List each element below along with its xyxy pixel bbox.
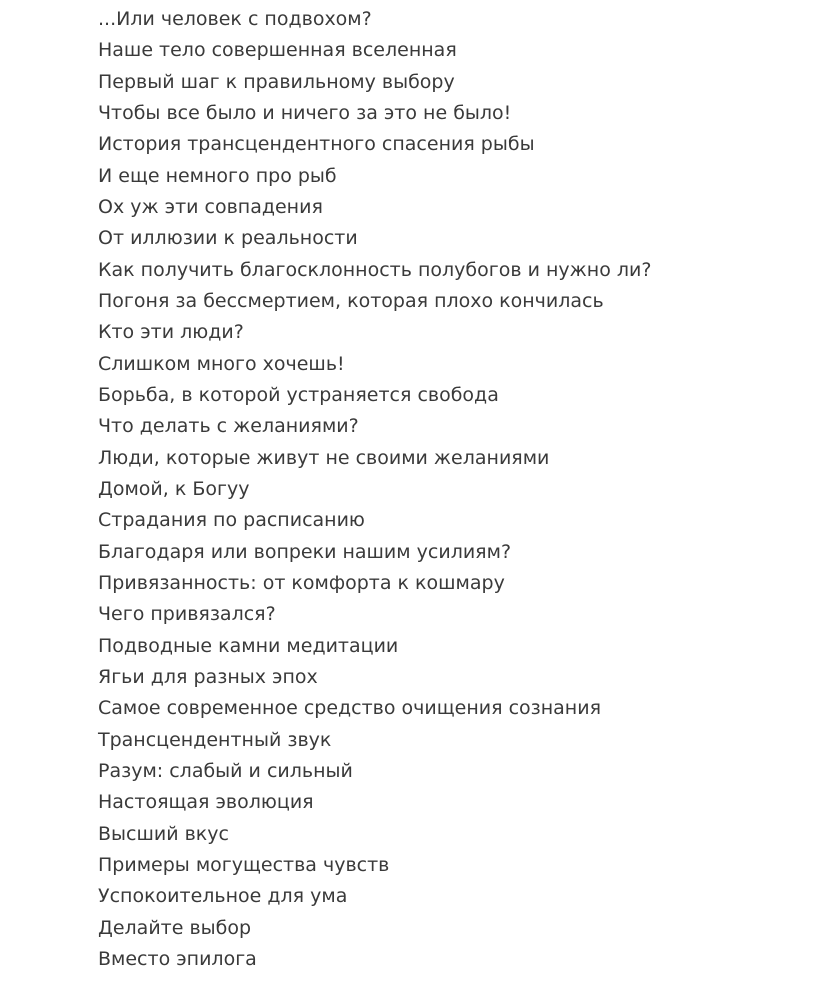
list-item: Ягьи для разных эпох: [98, 665, 318, 688]
list-item: Подводные камни медитации: [98, 634, 399, 657]
list-item: ...Или человек с подвохом?: [98, 8, 372, 30]
list-item: Чтобы все было и ничего за это не было!: [98, 101, 512, 124]
list-item: И еще немного про рыб: [98, 164, 337, 187]
list-item: Что делать с желаниями?: [98, 415, 359, 438]
list-item: Погоня за бессмертием, которая плохо кончилась: [98, 289, 604, 312]
list-item: Благодаря или вопреки нашим усилиям?: [98, 540, 512, 563]
list-item: Высший вкус: [98, 822, 229, 845]
list-item: Успокоительное для ума: [98, 885, 348, 908]
list-item: Вместо эпилога: [98, 947, 257, 970]
table-of-contents: [98, 4, 651, 975]
list-item: Кто эти люди?: [98, 321, 244, 344]
list-item: Настоящая эволюция: [98, 791, 314, 814]
list-item: Домой, к Богуу: [98, 477, 250, 500]
list-item: Как получить благосклонность полубогов и нужно ли?: [98, 258, 652, 281]
list-item: Привязанность: от комфорта к кошмару: [98, 571, 505, 594]
list-item: История трансцендентного спасения рыбы: [98, 133, 535, 156]
list-item: Ох уж эти совпадения: [98, 195, 323, 218]
list-item: Наше тело совершенная вселенная: [98, 39, 457, 62]
list-item: Страдания по расписанию: [98, 509, 365, 532]
list-item: Разум: слабый и сильный: [98, 759, 353, 782]
list-item: Самое современное средство очищения сознания: [98, 697, 602, 720]
list-item: Слишком много хочешь!: [98, 352, 345, 375]
list-item: Чего привязался?: [98, 603, 276, 626]
list-item: Первый шаг к правильному выбору: [98, 70, 455, 93]
list-item: Делайте выбор: [98, 916, 252, 939]
list-item: Люди, которые живут не своими желаниями: [98, 446, 550, 469]
list-item: От иллюзии к реальности: [98, 227, 358, 250]
list-item: Трансцендентный звук: [98, 728, 332, 751]
list-item: Примеры могущества чувств: [98, 853, 390, 876]
list-item: Борьба, в которой устраняется свобода: [98, 383, 499, 406]
